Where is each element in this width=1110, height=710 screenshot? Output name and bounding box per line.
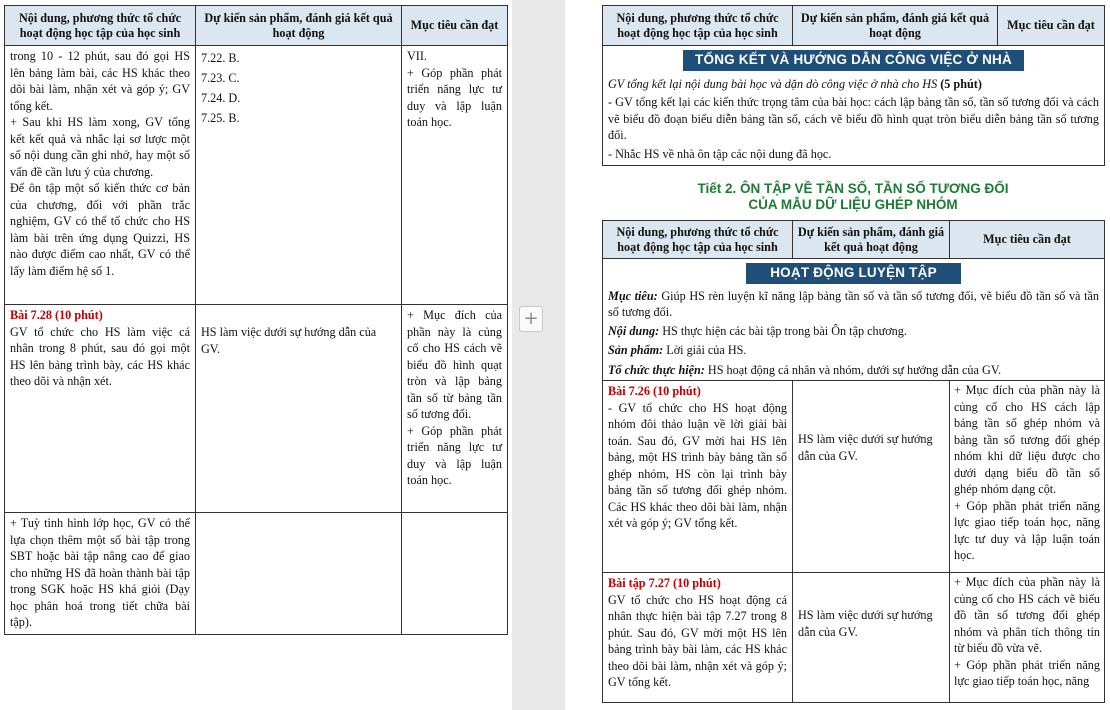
summary-cell (603, 46, 1105, 166)
paragraph: GV tổ chức cho HS hoạt động cá nhân thực hiện bài tập 7.27 trong 8 phút. Sau đó, GV mời một HS lên bảng trình bày bài làm, các HS khác theo dõi bài làm, nhận xét và góp ý; GV tổng kết. (608, 592, 787, 689)
value: HS thực hiện các bài tập trong bài Ôn tập chương. (659, 323, 907, 338)
label: Mục tiêu: (608, 288, 658, 303)
header-goal: Mục tiêu cần đạt (950, 221, 1105, 259)
paragraph: + Góp phần phát triển năng lực tư duy và lập luận toán học. (407, 65, 502, 129)
value: HS hoạt động cá nhân và nhóm, dưới sự hướng dẫn của GV. (704, 362, 1002, 377)
practice-intro-row (603, 259, 1105, 381)
paragraph: + Góp phần phát triển năng lực tư duy và lập luận toán học. (407, 423, 502, 487)
answer-item: 7.24. D. (201, 91, 241, 105)
practice-banner: HOẠT ĐỘNG LUYỆN TẬP (746, 263, 961, 284)
paragraph: + Sau khi HS làm xong, GV tổng kết kết quả và nhắc lại sơ lược một số nội dung cần ghi nhớ, hay một số vấn đề cần lưu ý của chương. (10, 115, 190, 179)
header-goal: Mục tiêu cần đạt (402, 6, 508, 46)
table-row (5, 513, 508, 635)
answer-item: 7.25. B. (201, 111, 240, 125)
paragraph: + Mục đích của phần này là củng cố cho HS cách lập bảng tần số ghép nhóm và bảng tần số tương đối ghép nhóm khi dữ liệu được cho dưới dạng biểu đồ tần số ghép nhóm dạng cột. (954, 383, 1100, 496)
answer-item: 7.22. B. (201, 51, 240, 65)
content-cell (603, 573, 793, 703)
table-row (5, 305, 508, 513)
header-product: Dự kiến sản phẩm, đánh giá kết quả hoạt động (793, 6, 998, 46)
paragraph: trong 10 - 12 phút, sau đó gọi HS lên bảng làm bài, các HS khác theo dõi bài làm, nhận xét và góp ý; GV tổng kết. (10, 49, 190, 113)
practice-product (608, 342, 1099, 359)
answer-item: 7.23. C. (201, 71, 240, 85)
practice-content (608, 323, 1099, 340)
answer-cell (196, 46, 402, 305)
paragraph: + Góp phần phát triển năng lực giao tiếp toán học, năng lực tư duy và lập luận toán học. (954, 498, 1100, 562)
paragraph: - GV tổng kết lại các kiến thức trọng tâm của bài học: cách lập bảng tần số, tần số tương đối và cách vẽ biểu đồ đoạn biểu diễn bảng tần số, cách vẽ biểu đồ hình quạt tròn biểu diễn bảng tần số tương đối. (608, 95, 1099, 142)
paragraph: + Tuỳ tình hình lớp học, GV có thể lựa chọn thêm một số bài tập trong SBT hoặc bài tập nâng cao để giao cho những HS đã hoàn thành bài tập trong SGK hoặc HS khá giỏi (Dạy học phân hoá trong tiết chữa bài tập). (10, 516, 190, 629)
table-header-row (603, 221, 1105, 259)
label: Tổ chức thực hiện: (608, 362, 705, 377)
header-product: Dự kiến sản phẩm, đánh giá kết quả hoạt động (793, 221, 950, 259)
exercise-title: Bài tập 7.27 (10 phút) (608, 576, 721, 590)
paragraph: HS làm việc dưới sự hướng dẫn của GV. (798, 608, 933, 639)
paragraph: - Nhắc HS về nhà ôn tập các nội dung đã học. (608, 146, 832, 161)
paragraph: HS làm việc dưới sự hướng dẫn của GV. (201, 325, 377, 356)
practice-goal (608, 288, 1099, 321)
table-row (603, 573, 1105, 703)
header-content: Nội dung, phương thức tổ chức hoạt động học tập của học sinh (603, 221, 793, 259)
goal-cell (402, 46, 508, 305)
paragraph: + Mục đích của phần này là củng cố cho HS cách vẽ biểu đồ tần số tương đối ghép nhóm và phân tích thông tin từ biểu đồ vừa vẽ. (954, 575, 1100, 655)
goal-cell (402, 513, 508, 635)
summary-intro-text: GV tổng kết lại nội dung bài học và dặn dò công việc ở nhà cho HS (608, 76, 941, 91)
paragraph: VII. (407, 49, 427, 63)
product-cell (793, 381, 950, 573)
header-content: Nội dung, phương thức tổ chức hoạt động học tập của học sinh (5, 6, 196, 46)
summary-row (603, 46, 1105, 166)
header-content: Nội dung, phương thức tổ chức hoạt động học tập của học sinh (603, 6, 793, 46)
goal-cell (402, 305, 508, 513)
goal-cell (950, 573, 1105, 703)
exercise-title: Bài 7.28 (10 phút) (10, 308, 103, 322)
practice-table (602, 220, 1105, 703)
table-row (5, 46, 508, 305)
summary-table (602, 5, 1105, 166)
add-page-button[interactable]: + (519, 306, 543, 332)
summary-intro (608, 76, 1099, 93)
summary-intro-time: (5 phút) (940, 76, 982, 91)
header-goal: Mục tiêu cần đạt (998, 6, 1105, 46)
content-cell (5, 513, 196, 635)
right-page (565, 0, 1110, 710)
left-page (0, 0, 512, 710)
paragraph: HS làm việc dưới sự hướng dẫn của GV. (798, 432, 933, 463)
section-title-line: Tiết 2. ÔN TẬP VỀ TẦN SỐ, TẦN SỐ TƯƠNG ĐỐI (697, 181, 1009, 196)
paragraph: + Mục đích của phần này là củng cố cho HS cách vẽ biểu đồ hình quạt tròn và lập bảng tần số từ bảng tần số tương đối. (407, 308, 502, 421)
paragraph: + Góp phần phát triển năng lực giao tiếp toán học, năng (954, 657, 1100, 688)
content-cell (5, 46, 196, 305)
product-cell (196, 305, 402, 513)
paragraph: - GV tổ chức cho HS hoạt động nhóm đôi thảo luận về lời giải bài toán. Sau đó, GV mời hai HS lên bảng, một HS trình bày bảng tần số ghép nhóm, HS còn lại trình bày bảng tần số tương đối ghép nhóm. Các HS khác theo dõi bài làm, nhận xét và góp ý; GV tổng kết. (608, 400, 787, 530)
value: Lời giải của HS. (663, 343, 747, 357)
table-header-row (603, 6, 1105, 46)
paragraph: Để ôn tập một số kiến thức cơ bản của chương, đối với phần trắc nghiệm, GV có thể tổ chức cho HS làm bài trên ứng dụng Quizzi, HS nào được điểm cao nhất, GV có thể lấy làm điểm hệ số 1. (10, 181, 190, 278)
practice-organization (608, 362, 1099, 379)
section-title-line: CỦA MẪU DỮ LIỆU GHÉP NHÓM (748, 197, 958, 212)
section-title (602, 181, 1104, 213)
table-header-row (5, 6, 508, 46)
label: Sản phẩm: (608, 343, 664, 357)
label: Nội dung: (608, 323, 660, 338)
left-activity-table (4, 5, 508, 635)
goal-cell (950, 381, 1105, 573)
header-product: Dự kiến sản phẩm, đánh giá kết quả hoạt động (196, 6, 402, 46)
product-cell (793, 573, 950, 703)
exercise-title: Bài 7.26 (10 phút) (608, 384, 701, 398)
paragraph: GV tổ chức cho HS làm việc cá nhân trong 8 phút, sau đó gọi một HS lên bảng trình bày, các HS khác theo dõi và nhận xét. (10, 324, 190, 388)
summary-banner: TỔNG KẾT VÀ HƯỚNG DẪN CÔNG VIỆC Ở NHÀ (683, 50, 1024, 71)
content-cell (603, 381, 793, 573)
practice-intro-cell (603, 259, 1105, 381)
table-row (603, 381, 1105, 573)
product-cell (196, 513, 402, 635)
value: Giúp HS rèn luyện kĩ năng lập bảng tần số và tần số tương đối, vẽ biểu đồ tần số và tần số tương đối. (608, 288, 1099, 319)
content-cell (5, 305, 196, 513)
